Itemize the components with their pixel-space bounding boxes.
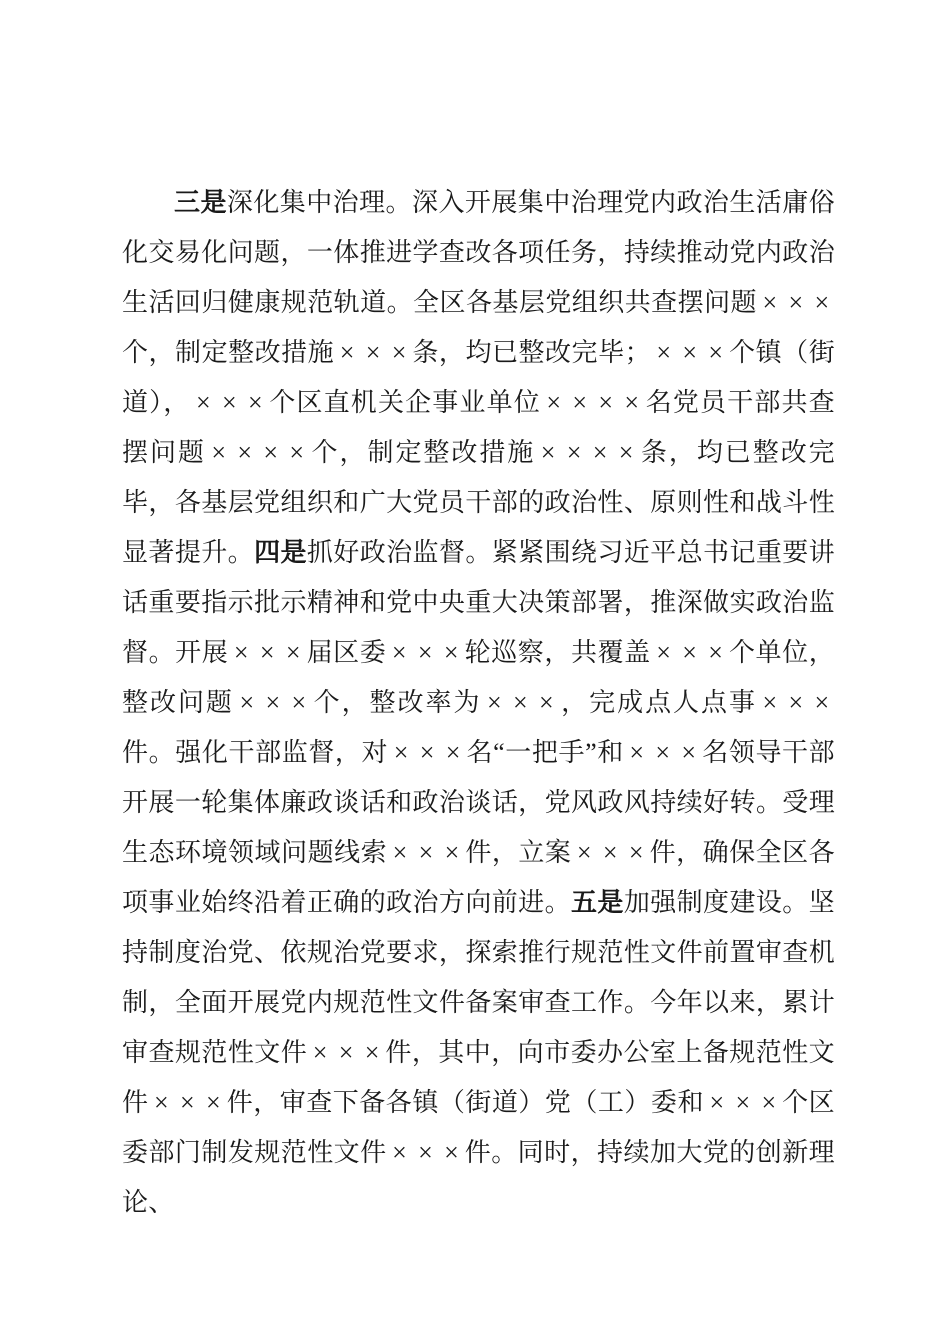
placeholder-x: × [628, 838, 644, 867]
emphasis-run: 三是 [174, 188, 227, 217]
placeholder-x: × [762, 688, 778, 717]
placeholder-x: × [538, 688, 554, 717]
placeholder-x: × [576, 838, 592, 867]
placeholder-x: × [237, 438, 253, 467]
placeholder-x: × [233, 638, 249, 667]
placeholder-x: × [682, 338, 698, 367]
placeholder-x: × [195, 388, 211, 417]
placeholder-x: × [656, 338, 672, 367]
placeholder-x: × [289, 438, 305, 467]
placeholder-x: × [364, 1038, 380, 1067]
emphasis-run: 四是 [254, 538, 307, 567]
placeholder-x: × [709, 1088, 725, 1117]
placeholder-x: × [265, 688, 281, 717]
placeholder-x: × [247, 388, 263, 417]
placeholder-x: × [682, 638, 698, 667]
placeholder-x: × [221, 388, 237, 417]
emphasis-run: 五是 [570, 888, 624, 917]
placeholder-x: × [180, 1088, 195, 1117]
placeholder-x: × [338, 1038, 354, 1067]
placeholder-x: × [263, 438, 279, 467]
placeholder-x: × [211, 438, 227, 467]
placeholder-x: × [592, 438, 608, 467]
placeholder-x: × [546, 388, 562, 417]
placeholder-x: × [788, 688, 804, 717]
placeholder-x: × [339, 338, 355, 367]
placeholder-x: × [444, 1138, 460, 1167]
placeholder-x: × [312, 1038, 328, 1067]
placeholder-x: × [285, 638, 301, 667]
placeholder-x: × [392, 838, 408, 867]
placeholder-x: × [391, 638, 407, 667]
placeholder-x: × [239, 688, 255, 717]
body-paragraph [122, 178, 835, 1228]
placeholder-x: × [788, 288, 804, 317]
placeholder-x: × [418, 838, 434, 867]
placeholder-x: × [392, 1138, 408, 1167]
placeholder-x: × [624, 388, 640, 417]
placeholder-x: × [418, 1138, 434, 1167]
placeholder-x: × [365, 338, 381, 367]
placeholder-x: × [681, 738, 697, 767]
placeholder-x: × [206, 1088, 221, 1117]
placeholder-x: × [444, 838, 460, 867]
placeholder-x: × [393, 738, 409, 767]
placeholder-x: × [602, 838, 618, 867]
placeholder-x: × [154, 1088, 169, 1117]
placeholder-x: × [512, 688, 528, 717]
placeholder-x: × [391, 338, 407, 367]
placeholder-x: × [708, 638, 724, 667]
placeholder-x: × [708, 338, 724, 367]
placeholder-x: × [419, 738, 435, 767]
placeholder-x: × [656, 638, 672, 667]
placeholder-x: × [572, 388, 588, 417]
placeholder-x: × [618, 438, 634, 467]
placeholder-x: × [445, 738, 461, 767]
text-run: 加强制度建设。坚持制度治党、依规治党要求，探索推行规范性文件前置审查机制，全面开展党内规范性文件备案审查工作。今年以来，累计审查规范性文件 × × × 件，其中，向市委办公室上备规范性文件 × × × 件，审查下备各镇（街道）党（工）委和 × × × 个区委部门制发规范性文件 × × × 件。同时，持续加大党的创新理论、 [122, 888, 835, 1217]
placeholder-x: × [566, 438, 582, 467]
placeholder-x: × [655, 738, 671, 767]
placeholder-x: × [598, 388, 614, 417]
text-run: 深化集中治理。深入开展集中治理党内政治生活庸俗化交易化问题，一体推进学查改各项任务，持续推动党内政治生活回归健康规范轨道。全区各基层党组织共查摆问题 × × ×个，制定整改措施 × × × 条，均已整改完毕； × × × 个镇（街道）， × × × 个区直机关企事业单位 × × × × 名党员干部共查摆问题 × × × × 个，制定整改措施 × × × × 条，均已整改完毕，各基层党组织和广大党员干部的政治性、原则性和战斗性显著提升。 [122, 188, 835, 567]
placeholder-x: × [291, 688, 307, 717]
text-run: 抓好政治监督。紧紧围绕习近平总书记重要讲话重要指示批示精神和党中央重大决策部署，推深做实政治监督。开展 × × × 届区委 × × × 轮巡察，共覆盖 × × × 个单位，整改问题 × × × 个，整改率为 × × × ，完成点人点事 × × ×件。强化干部监督，对 × × × 名“一把手”和 × × × 名领导干部开展一轮集体廉政谈话和政治谈话，党风政风持续好转。受理生态环境领域问题线索 × × × 件，立案 × × × 件，确保全区各项事业始终沿着正确的政治方向前进。 [122, 538, 836, 917]
placeholder-x: × [814, 288, 830, 317]
placeholder-x: × [735, 1088, 751, 1117]
placeholder-x: × [762, 288, 778, 317]
placeholder-x: × [814, 688, 830, 717]
placeholder-x: × [443, 638, 459, 667]
placeholder-x: × [259, 638, 275, 667]
placeholder-x: × [540, 438, 556, 467]
placeholder-x: × [761, 1088, 777, 1117]
placeholder-x: × [486, 688, 502, 717]
placeholder-x: × [629, 738, 645, 767]
placeholder-x: × [417, 638, 433, 667]
